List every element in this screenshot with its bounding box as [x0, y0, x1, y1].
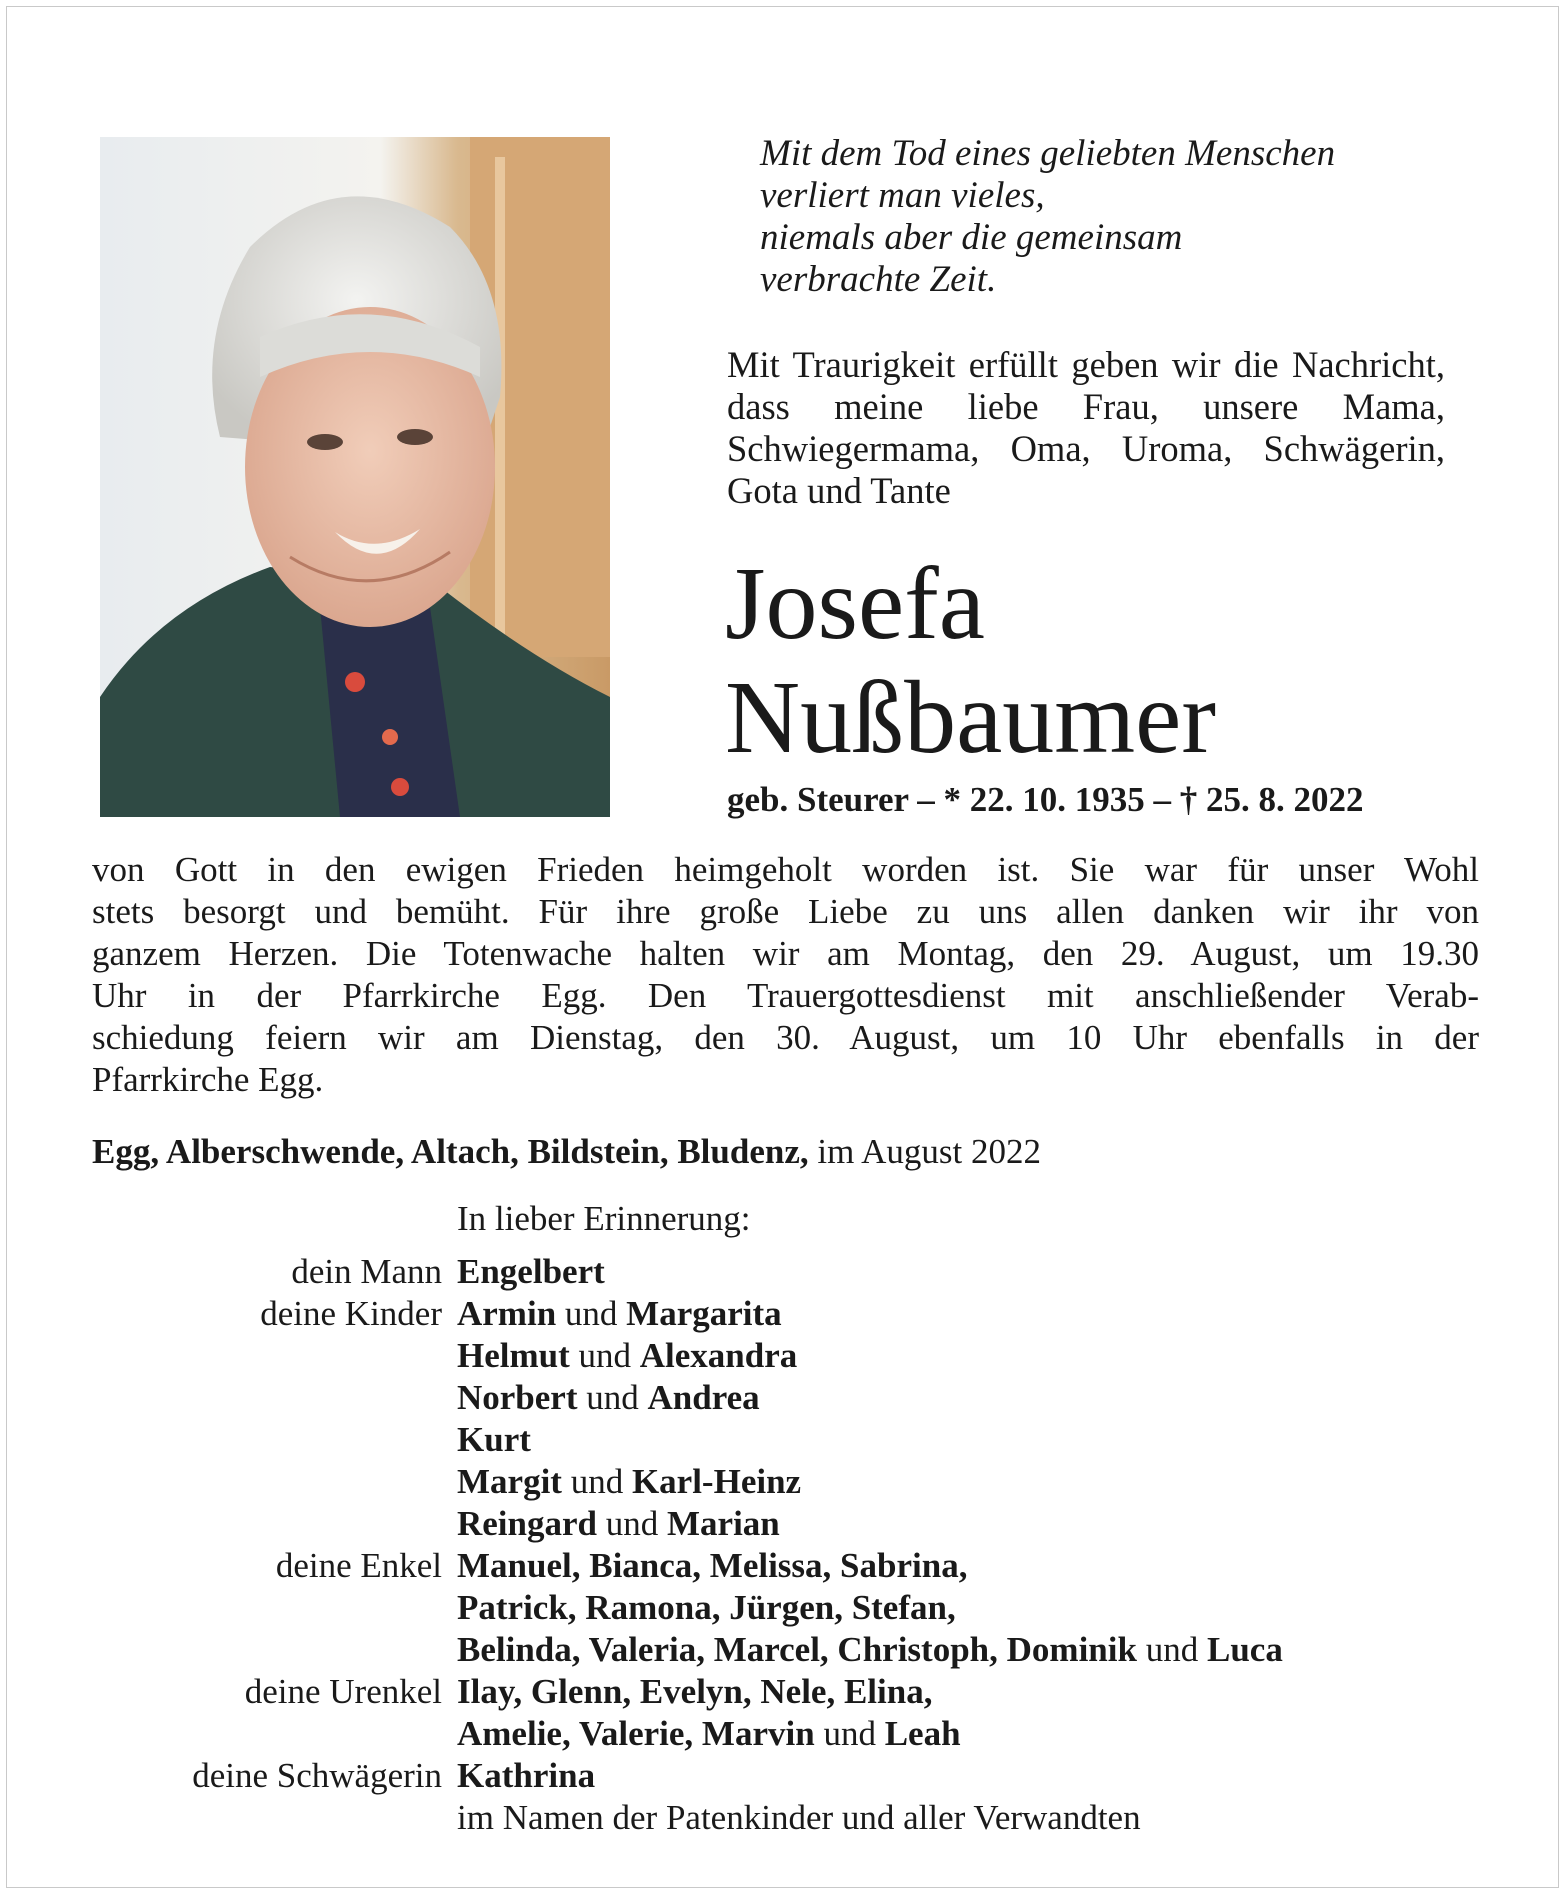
family-row: [7, 1503, 1560, 1545]
family-names: Margit und Karl-Heinz: [457, 1462, 802, 1501]
quote-line: verliert man vieles,: [760, 175, 1045, 216]
family-names: Engelbert: [457, 1252, 605, 1291]
family-names: Kathrina: [457, 1756, 596, 1795]
quote-line: verbrachte Zeit.: [760, 259, 997, 300]
family-row: [7, 1377, 1560, 1419]
family-names: Reingard und Marian: [457, 1504, 780, 1543]
family-names: Helmut und Alexandra: [457, 1336, 798, 1375]
family-relation: deine Kinder: [260, 1294, 442, 1333]
family-closing-row: [7, 1797, 1560, 1839]
family-relation: dein Mann: [291, 1252, 442, 1291]
intro-text: Mit Traurigkeit erfüllt geben wir die Nachricht, dass meine liebe Frau, unsere Mama, Schwiegermama, Oma, Uroma, Schwägerin, Gota und Tante: [727, 344, 1445, 511]
portrait-image: [100, 137, 610, 817]
family-names: Ilay, Glenn, Evelyn, Nele, Elina,: [457, 1672, 933, 1711]
family-row: [7, 1755, 1560, 1797]
family-row: [7, 1251, 1560, 1293]
family-relation: deine Urenkel: [244, 1672, 442, 1711]
family-names: Norbert und Andrea: [457, 1378, 760, 1417]
family-closing: im Namen der Patenkinder und aller Verwandten: [457, 1798, 1141, 1837]
body-line: von Gott in den ewigen Frieden heimgeholt worden ist. Sie war für unser Wohl: [92, 850, 1479, 889]
memory-heading: In lieber Erinnerung:: [457, 1199, 751, 1238]
quote-block: [760, 133, 1460, 301]
body-line: Uhr in der Pfarrkirche Egg. Den Trauergottesdienst mit anschließender Verab-: [92, 976, 1479, 1015]
family-row: [7, 1629, 1560, 1671]
family-row: [7, 1461, 1560, 1503]
body-line: ganzem Herzen. Die Totenwache halten wir am Montag, den 29. August, um 19.30: [92, 934, 1479, 973]
portrait-photo: [100, 137, 610, 817]
body-line: schiedung feiern wir am Dienstag, den 30. August, um 10 Uhr ebenfalls in der: [92, 1018, 1479, 1057]
family-names: Amelie, Valerie, Marvin und Leah: [457, 1714, 961, 1753]
announcement-text: [92, 849, 1479, 1101]
family-names: Armin und Margarita: [457, 1294, 782, 1333]
family-names: Kurt: [457, 1420, 531, 1459]
quote-line: Mit dem Tod eines geliebten Menschen: [760, 133, 1336, 174]
family-row: [7, 1587, 1560, 1629]
obituary-page: [6, 6, 1559, 1888]
family-list: [7, 1251, 1560, 1839]
body-line: stets besorgt und bemüht. Für ihre große Liebe zu uns allen danken wir ihr von: [92, 892, 1479, 931]
family-relation: deine Schwägerin: [192, 1756, 442, 1795]
family-names: Manuel, Bianca, Melissa, Sabrina,: [457, 1546, 968, 1585]
body-line: Pfarrkirche Egg.: [92, 1060, 324, 1099]
family-row: [7, 1545, 1560, 1587]
last-name: Nußbaumer: [725, 660, 1216, 775]
family-row: [7, 1293, 1560, 1335]
family-row: [7, 1419, 1560, 1461]
first-name: Josefa: [725, 546, 985, 661]
places-line: [92, 1132, 1041, 1172]
family-row: [7, 1713, 1560, 1755]
family-row: [7, 1335, 1560, 1377]
family-row: [7, 1671, 1560, 1713]
quote-line: niemals aber die gemeinsam: [760, 217, 1183, 258]
family-relation: deine Enkel: [275, 1546, 442, 1585]
family-names: Belinda, Valeria, Marcel, Christoph, Dominik und Luca: [457, 1630, 1283, 1669]
places-date: im August 2022: [817, 1132, 1042, 1171]
deceased-name: [725, 547, 1216, 775]
family-names: Patrick, Ramona, Jürgen, Stefan,: [457, 1588, 956, 1627]
birth-death-dates: geb. Steurer – * 22. 10. 1935 – † 25. 8. 2022: [727, 780, 1364, 819]
places-names: Egg, Alberschwende, Altach, Bildstein, Bludenz,: [92, 1132, 809, 1171]
